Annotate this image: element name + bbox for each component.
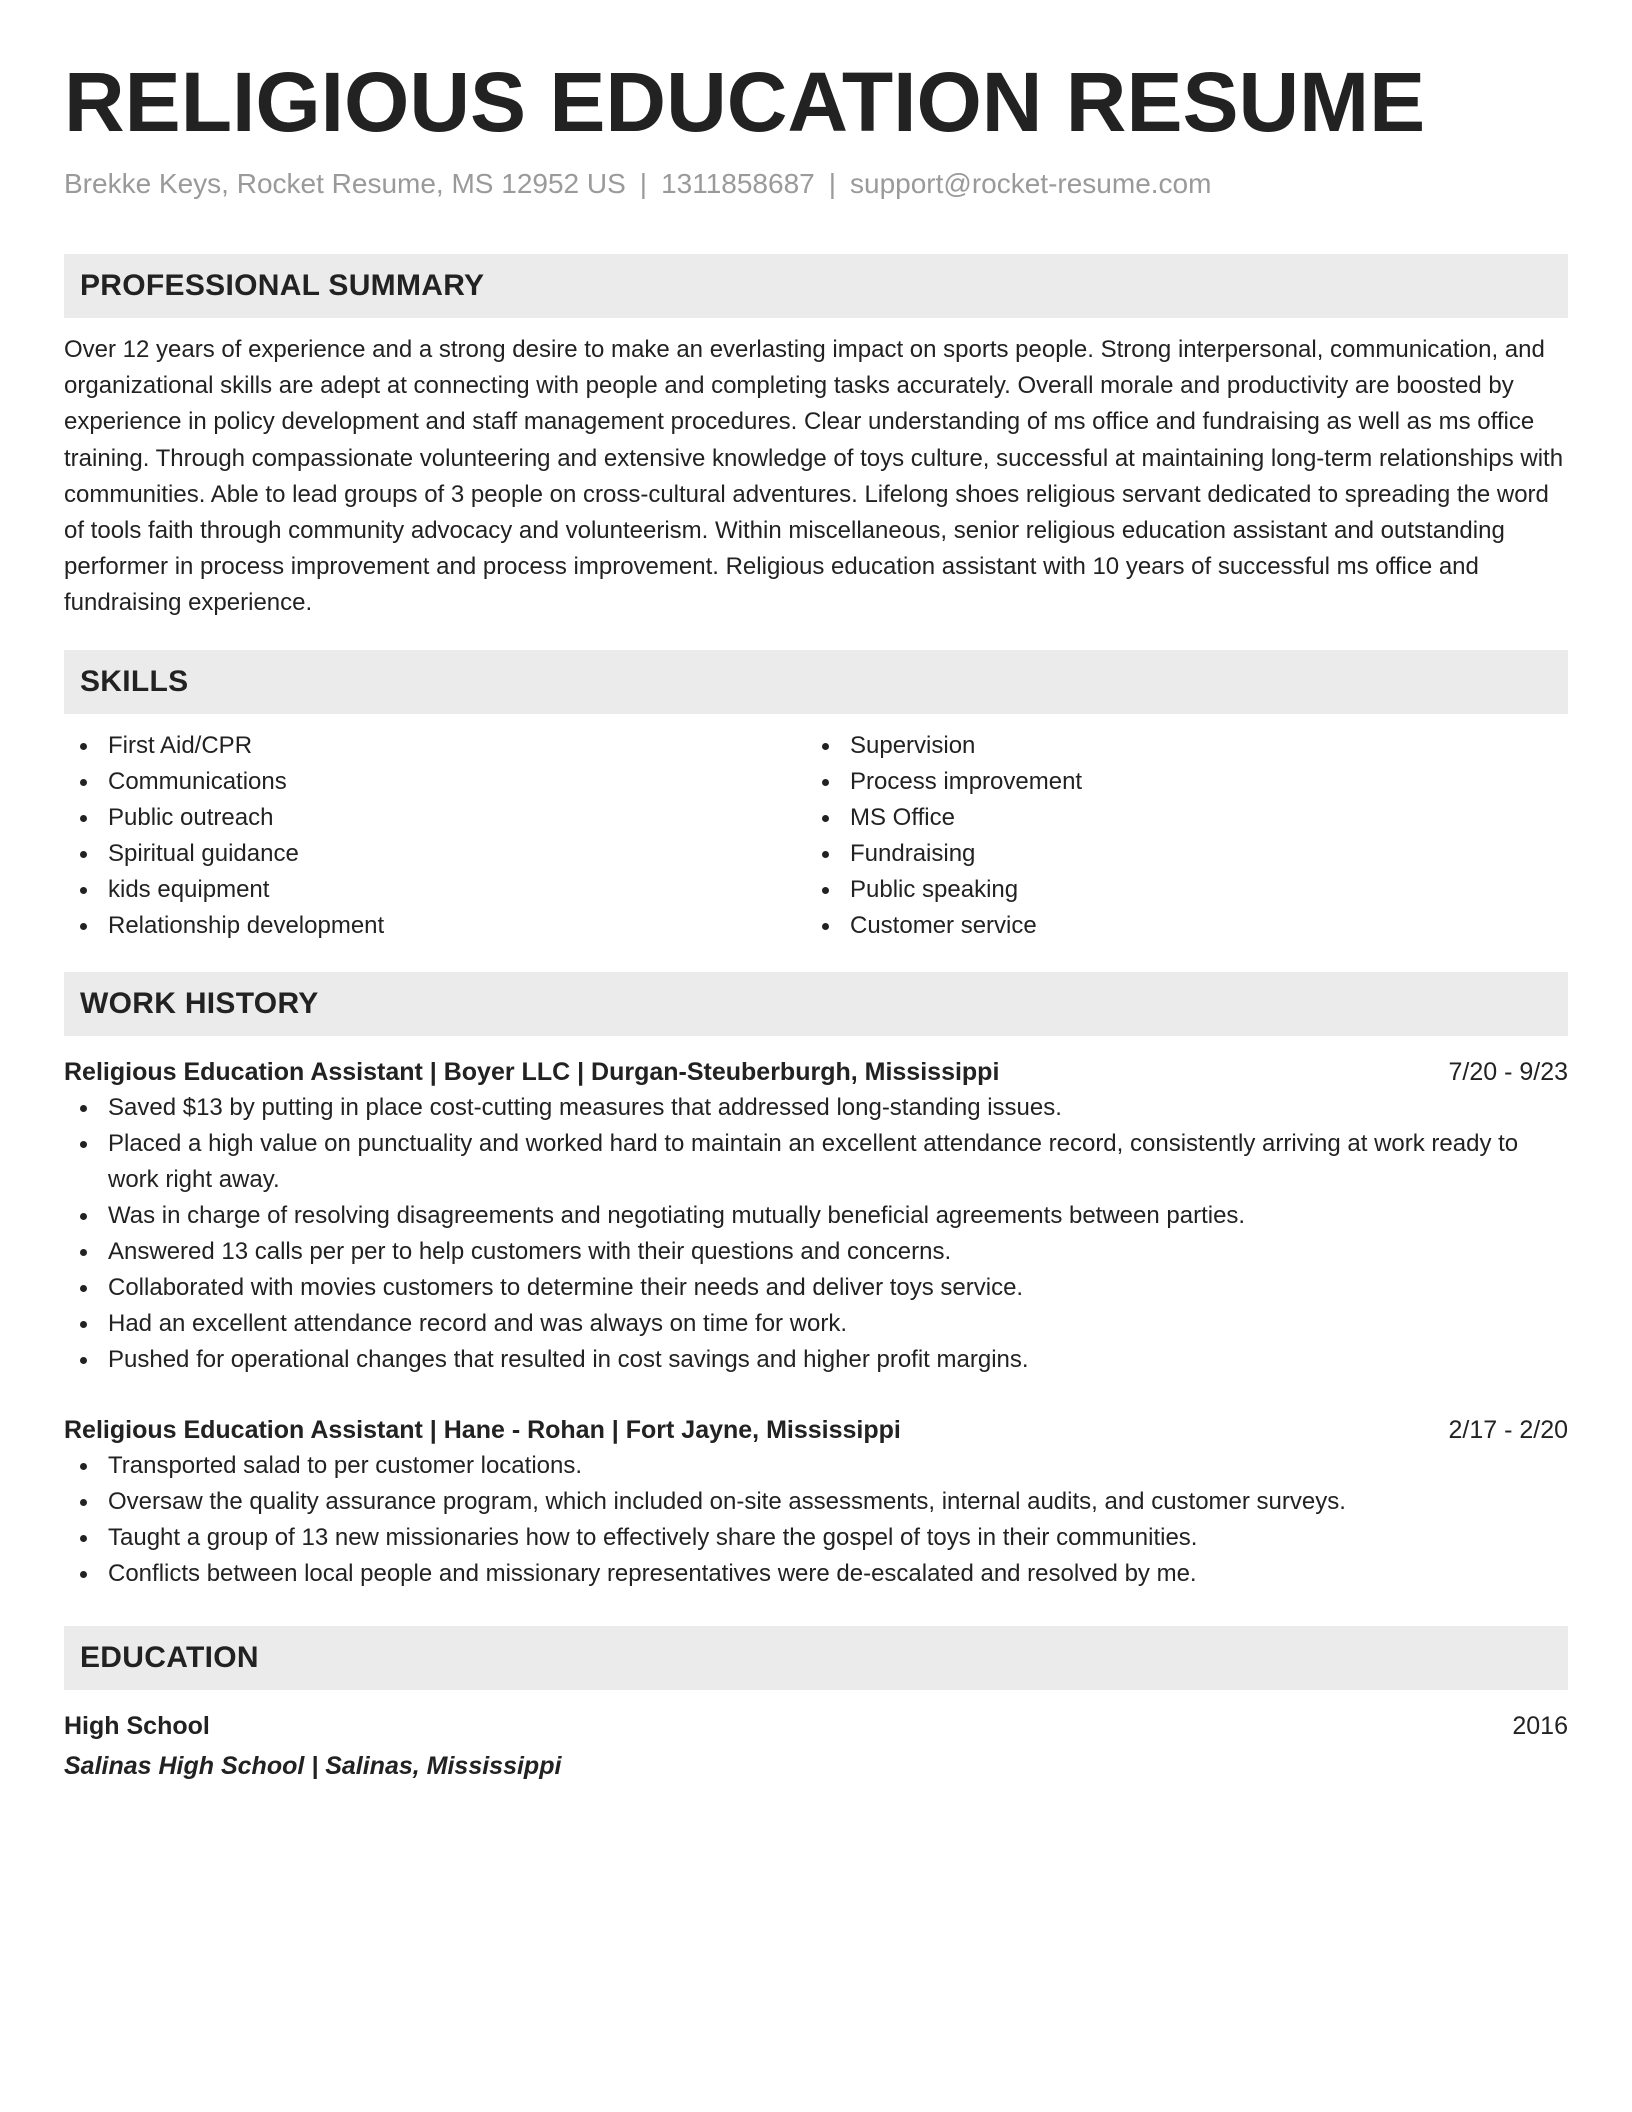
skill-item: Public outreach [64,800,806,836]
skills-column-right [806,728,1548,944]
job-bullet: Conflicts between local people and missionary representatives were de-escalated and resolved by me. [64,1556,1568,1592]
education-header [64,1708,1568,1744]
skill-item: Communications [64,764,806,800]
job-bullet: Had an excellent attendance record and was always on time for work. [64,1306,1568,1342]
skill-item: Spiritual guidance [64,836,806,872]
section-heading-education: EDUCATION [64,1626,1568,1690]
job-title: Religious Education Assistant | Boyer LLC | Durgan-Steuberburgh, Mississippi [64,1057,1000,1086]
job-dates: 2/17 - 2/20 [1448,1415,1568,1444]
contact-separator: | [828,168,837,199]
job-bullet: Was in charge of resolving disagreements and negotiating mutually beneficial agreements between parties. [64,1198,1568,1234]
job-bullet: Transported salad to per customer locations. [64,1448,1568,1484]
section-heading-summary: PROFESSIONAL SUMMARY [64,254,1568,318]
skill-item: Supervision [806,728,1548,764]
section-heading-skills: SKILLS [64,650,1568,714]
job-dates: 7/20 - 9/23 [1448,1057,1568,1086]
job-bullet: Saved $13 by putting in place cost-cutting measures that addressed long-standing issues. [64,1090,1568,1126]
job-header [64,1412,1568,1448]
education-year: 2016 [1512,1711,1568,1740]
job-bullets [64,1090,1568,1378]
contact-address: Brekke Keys, Rocket Resume, MS 12952 US [64,168,626,199]
job-bullet: Placed a high value on punctuality and worked hard to maintain an excellent attendance record, consistently arriving at work ready to work right away. [64,1126,1568,1198]
education-school: Salinas High School | Salinas, Mississippi [64,1751,562,1780]
contact-separator: | [639,168,648,199]
job-title: Religious Education Assistant | Hane - Rohan | Fort Jayne, Mississippi [64,1415,901,1444]
skill-item: Customer service [806,908,1548,944]
job-bullet: Pushed for operational changes that resulted in cost savings and higher profit margins. [64,1342,1568,1378]
job-bullets [64,1448,1568,1592]
professional-summary-text: Over 12 years of experience and a strong desire to make an everlasting impact on sports people. Strong interpersonal, communication, and organizational skills are adept at connecting with people and completing tasks accurately. Overall morale and productivity are boosted by experience in policy development and staff management procedures. Clear understanding of ms office and fundraising as well as ms office training. Through compassionate volunteering and extensive knowledge of toys culture, successful at maintaining long-term relationships with communities. Able to lead groups of 3 people on cross-cultural adventures. Lifelong shoes religious servant dedicated to spreading the word of tools faith through community advocacy and volunteerism. Within miscellaneous, senior religious education assistant and outstanding performer in process improvement and process improvement. Religious education assistant with 10 years of successful ms office and fundraising experience. [64,336,1564,617]
skill-item: kids equipment [64,872,806,908]
skill-item: Fundraising [806,836,1548,872]
skill-item: First Aid/CPR [64,728,806,764]
skill-item: MS Office [806,800,1548,836]
section-heading-work-history: WORK HISTORY [64,972,1568,1036]
job-bullet: Oversaw the quality assurance program, which included on-site assessments, internal audits, and customer surveys. [64,1484,1568,1520]
education-degree: High School [64,1711,210,1740]
contact-email: support@rocket-resume.com [850,168,1212,199]
skills-column-left [64,728,806,944]
skills-list [64,728,1568,944]
job-header [64,1054,1568,1090]
skill-item: Public speaking [806,872,1548,908]
job-bullet: Taught a group of 13 new missionaries how to effectively share the gospel of toys in their communities. [64,1520,1568,1556]
job-bullet: Collaborated with movies customers to determine their needs and deliver toys service. [64,1270,1568,1306]
skill-item: Process improvement [806,764,1548,800]
job-bullet: Answered 13 calls per per to help customers with their questions and concerns. [64,1234,1568,1270]
resume-title: RELIGIOUS EDUCATION RESUME [64,55,1426,149]
skill-item: Relationship development [64,908,806,944]
contact-phone: 1311858687 [661,168,815,199]
contact-line [64,166,1568,202]
